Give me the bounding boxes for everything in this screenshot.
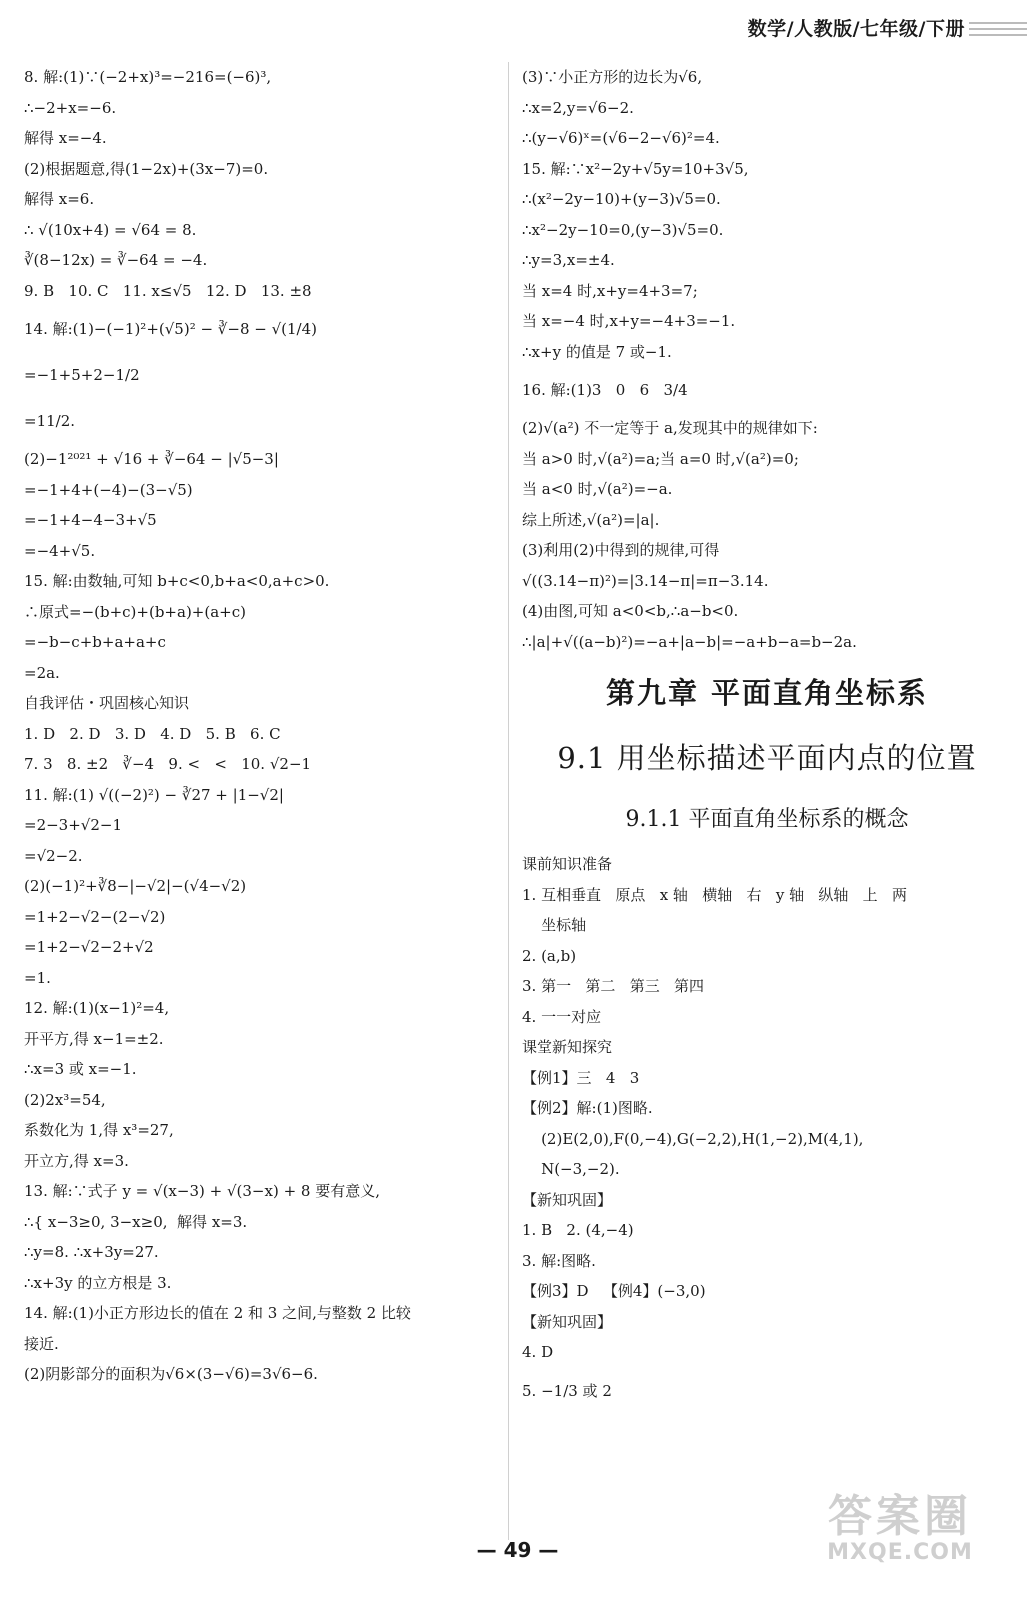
answer-line: 11. 解:(1) √((−2)²) − ∛27 + |1−√2| bbox=[24, 785, 284, 804]
column-divider bbox=[508, 62, 509, 1540]
answer-line: 【例1】三 4 3 bbox=[522, 1068, 640, 1087]
right-answers-top bbox=[522, 62, 1012, 657]
answer-line: ∴原式=−(b+c)+(b+a)+(a+c) bbox=[24, 602, 246, 621]
page-header: 数学/人教版/七年级/下册 bbox=[747, 18, 965, 40]
answer-line: 3. 第一 第二 第三 第四 bbox=[522, 977, 704, 995]
answer-line: 当 a>0 时,√(a²)=a;当 a=0 时,√(a²)=0; bbox=[522, 449, 799, 468]
answer-line: 坐标轴 bbox=[522, 916, 587, 934]
answer-line: ∴ √(10x+4) = √64 = 8. bbox=[24, 220, 197, 239]
answer-line: =−b−c+b+a+a+c bbox=[24, 633, 166, 651]
answer-line: 接近. bbox=[24, 1334, 59, 1353]
answer-line: 15. 解:∵x²−2y+√5y=10+3√5, bbox=[522, 159, 749, 178]
chapter-title: 第九章 平面直角坐标系 bbox=[605, 676, 929, 710]
answer-line: 4. 一一对应 bbox=[522, 1007, 602, 1026]
answer-line: 9. B 10. C 11. x≤√5 12. D 13. ±8 bbox=[24, 281, 312, 300]
answer-line: 【例3】D 【例4】(−3,0) bbox=[522, 1282, 706, 1300]
answer-line: =1+2−√2−(2−√2) bbox=[24, 907, 166, 926]
answer-line: =√2−2. bbox=[24, 846, 83, 865]
answer-line: 当 a<0 时,√(a²)=−a. bbox=[522, 480, 673, 498]
answer-line: 7. 3 8. ±2 ∛−4 9. < < 10. √2−1 bbox=[24, 755, 312, 773]
answer-line: 开立方,得 x=3. bbox=[24, 1151, 129, 1170]
answer-line: 2. (a,b) bbox=[522, 946, 577, 965]
answer-line: =2a. bbox=[24, 663, 60, 682]
answer-line: ∴{ x−3≥0, 3−x≥0, 解得 x=3. bbox=[24, 1212, 248, 1231]
answer-line: 15. 解:由数轴,可知 b+c<0,b+a<0,a+c>0. bbox=[24, 572, 330, 590]
answer-line: ∴x+y 的值是 7 或−1. bbox=[522, 342, 672, 361]
answer-line: (2)阴影部分的面积为√6×(3−√6)=3√6−6. bbox=[24, 1365, 318, 1383]
answer-line: ∴y=8. ∴x+3y=27. bbox=[24, 1243, 159, 1261]
answer-line: =−4+√5. bbox=[24, 541, 96, 560]
answer-line: 当 x=4 时,x+y=4+3=7; bbox=[522, 281, 698, 300]
answer-line: 12. 解:(1)(x−1)²=4, bbox=[24, 999, 170, 1017]
watermark-logo: 答案圈 MXQE.COM bbox=[827, 1491, 973, 1565]
answer-line: 8. 解:(1)∵(−2+x)³=−216=(−6)³, bbox=[24, 68, 272, 86]
answer-line: 1. 互相垂直 原点 x 轴 横轴 右 y 轴 纵轴 上 两 bbox=[522, 885, 907, 904]
answer-line: 5. −1/3 或 2 bbox=[522, 1381, 612, 1400]
subsection-title: 9.1.1 平面直角坐标系的概念 bbox=[625, 807, 909, 832]
answer-line: ∛(8−12x) = ∛−64 = −4. bbox=[24, 251, 208, 269]
section-title: 9.1 用坐标描述平面内点的位置 bbox=[557, 741, 977, 775]
answer-line: 16. 解:(1)3 0 6 3/4 bbox=[522, 381, 688, 399]
right-column bbox=[522, 62, 1012, 1414]
answer-line: 课堂新知探究 bbox=[522, 1038, 613, 1056]
answer-line: 综上所述,√(a²)=|a|. bbox=[522, 510, 660, 529]
answer-line: =2−3+√2−1 bbox=[24, 816, 123, 834]
answer-line: ∴x+3y 的立方根是 3. bbox=[24, 1273, 172, 1292]
answer-line: ∴x²−2y−10=0,(y−3)√5=0. bbox=[522, 220, 724, 239]
answer-line: 14. 解:(1)−(−1)²+(√5)² − ∛−8 − √(1/4) bbox=[24, 320, 317, 338]
answer-line: =1+2−√2−2+√2 bbox=[24, 938, 154, 956]
answer-line: =11/2. bbox=[24, 412, 76, 430]
answer-line: ∴x=2,y=√6−2. bbox=[522, 98, 634, 117]
answer-line: 当 x=−4 时,x+y=−4+3=−1. bbox=[522, 312, 736, 330]
answer-line: (4)由图,可知 a<0<b,∴a−b<0. bbox=[522, 602, 739, 620]
answer-line: 1. B 2. (4,−4) bbox=[522, 1221, 634, 1239]
answer-line: 开平方,得 x−1=±2. bbox=[24, 1029, 164, 1048]
answer-line: ∴x=3 或 x=−1. bbox=[24, 1060, 137, 1078]
page-number: — 49 — bbox=[476, 1538, 559, 1562]
answer-line: 课前知识准备 bbox=[522, 855, 613, 873]
answer-line: (3)∵小正方形的边长为√6, bbox=[522, 68, 703, 86]
answer-line: ∴y=3,x=±4. bbox=[522, 251, 615, 269]
answer-line: N(−3,−2). bbox=[522, 1160, 620, 1178]
answer-line: (2)E(2,0),F(0,−4),G(−2,2),H(1,−2),M(4,1), bbox=[522, 1129, 864, 1148]
answer-line: 13. 解:∵式子 y = √(x−3) + √(3−x) + 8 要有意义, bbox=[24, 1182, 380, 1200]
answer-line: 【例2】解:(1)图略. bbox=[522, 1099, 653, 1117]
answer-line: 解得 x=−4. bbox=[24, 129, 107, 147]
answer-line: 自我评估・巩固核心知识 bbox=[24, 694, 190, 712]
answer-line: (2)2x³=54, bbox=[24, 1090, 106, 1109]
answer-line: =−1+4+(−4)−(3−√5) bbox=[24, 480, 193, 499]
answer-line: ∴|a|+√((a−b)²)=−a+|a−b|=−a+b−a=b−2a. bbox=[522, 632, 857, 651]
answer-line: √((3.14−π)²)=|3.14−π|=π−3.14. bbox=[522, 571, 769, 590]
answer-line: (2)根据题意,得(1−2x)+(3x−7)=0. bbox=[24, 159, 269, 178]
answer-line: =−1+5+2−1/2 bbox=[24, 366, 140, 384]
right-answers-bottom bbox=[522, 849, 1012, 1414]
answer-line: =1. bbox=[24, 968, 51, 987]
answer-line: (3)利用(2)中得到的规律,可得 bbox=[522, 541, 720, 559]
answer-line: 解得 x=6. bbox=[24, 190, 95, 208]
answer-line: 4. D bbox=[522, 1343, 554, 1361]
answer-line: ∴−2+x=−6. bbox=[24, 98, 117, 117]
answer-line: (2)(−1)²+∛8−|−√2|−(√4−√2) bbox=[24, 877, 247, 895]
left-column bbox=[24, 62, 494, 1390]
answer-line: ∴(x²−2y−10)+(y−3)√5=0. bbox=[522, 190, 721, 208]
answer-line: 【新知巩固】 bbox=[522, 1312, 613, 1331]
answer-line: (2)−1²⁰²¹ + √16 + ∛−64 − |√5−3| bbox=[24, 450, 279, 468]
header-decoration bbox=[969, 22, 1027, 40]
answer-line: 1. D 2. D 3. D 4. D 5. B 6. C bbox=[24, 724, 281, 743]
answer-line: 系数化为 1,得 x³=27, bbox=[24, 1121, 174, 1139]
answer-line: 3. 解:图略. bbox=[522, 1251, 596, 1270]
answer-line: ∴(y−√6)ˣ=(√6−2−√6)²=4. bbox=[522, 129, 720, 147]
answer-line: (2)√(a²) 不一定等于 a,发现其中的规律如下: bbox=[522, 419, 818, 437]
answer-line: 14. 解:(1)小正方形边长的值在 2 和 3 之间,与整数 2 比较 bbox=[24, 1304, 411, 1322]
answer-line: =−1+4−4−3+√5 bbox=[24, 511, 157, 529]
answer-line: 【新知巩固】 bbox=[522, 1190, 613, 1209]
